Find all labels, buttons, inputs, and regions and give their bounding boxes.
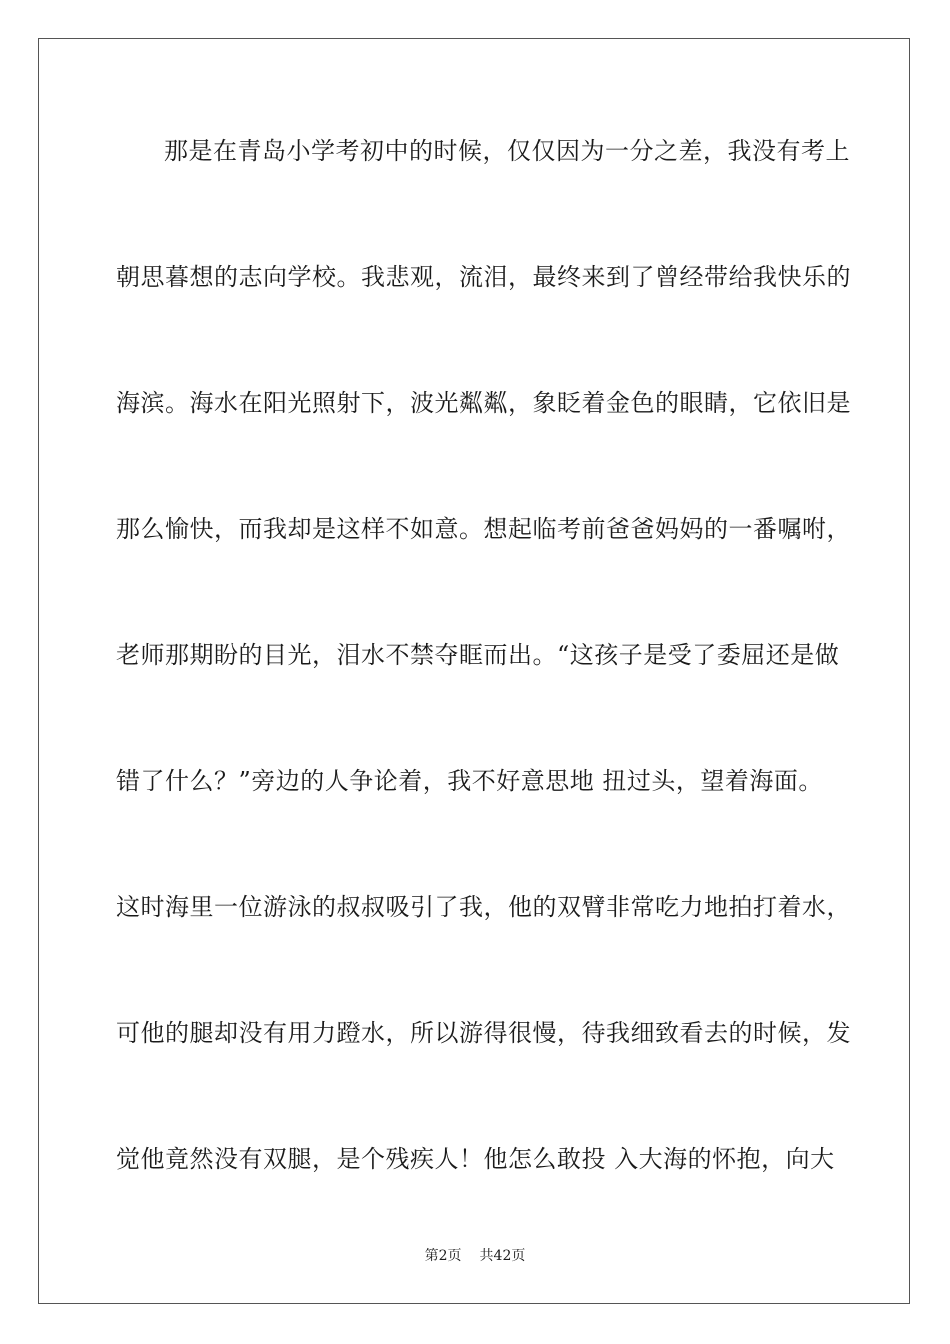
text-line-4: 那么愉快，而我却是这样不如意。想起临考前爸爸妈妈的一番嘱咐，	[116, 515, 851, 543]
document-body	[116, 126, 851, 1260]
text-line-3: 海滨。海水在阳光照射下，波光粼粼，象眨着金色的眼睛，它依旧是	[116, 389, 851, 417]
text-line-8: 可他的腿却没有用力蹬水，所以游得很慢，待我细致看去的时候，发	[116, 1019, 851, 1047]
text-line-1: 那是在青岛小学考初中的时候，仅仅因为一分之差，我没有考上	[164, 137, 850, 165]
page-footer	[0, 1246, 950, 1266]
text-line-6: 错了什么？”旁边的人争论着，我不好意思地 扭过头，望着海面。	[116, 767, 823, 795]
text-line-7: 这时海里一位游泳的叔叔吸引了我，他的双臂非常吃力地拍打着水，	[116, 893, 851, 921]
text-line-9: 觉他竟然没有双腿，是个残疾人！他怎么敢投 入大海的怀抱，向大	[116, 1145, 835, 1173]
page-total: 共42页	[479, 1248, 526, 1264]
page-number: 第2页	[424, 1248, 462, 1264]
text-line-5: 老师那期盼的目光，泪水不禁夺眶而出。“这孩子是受了委屈还是做	[116, 641, 840, 669]
text-line-2: 朝思暮想的志向学校。我悲观，流泪，最终来到了曾经带给我快乐的	[116, 263, 851, 291]
